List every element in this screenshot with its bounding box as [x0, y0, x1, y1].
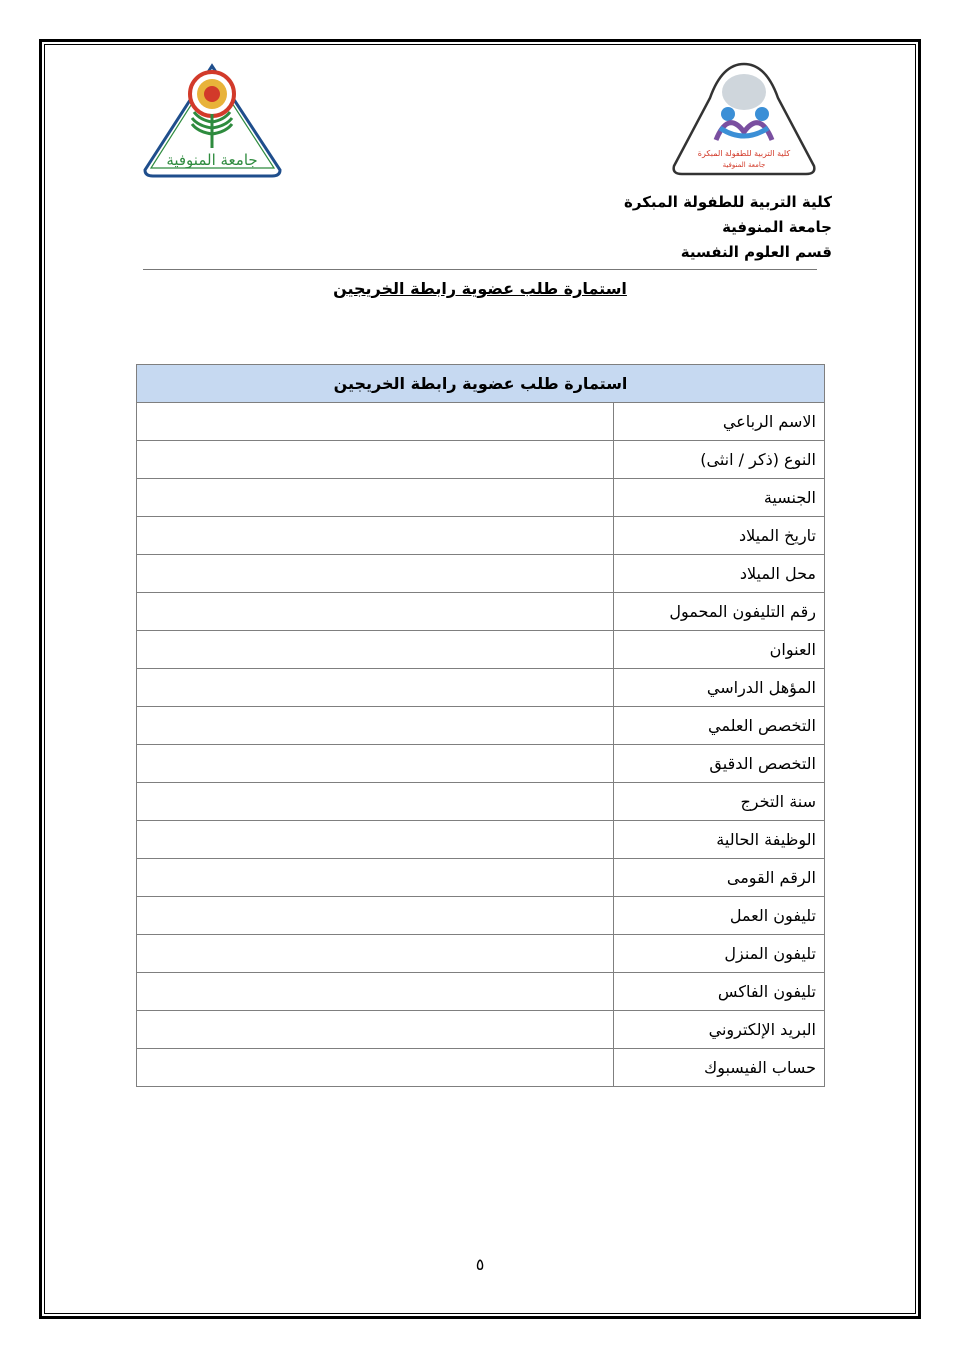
table-row — [137, 555, 825, 593]
table-row — [137, 707, 825, 745]
field-value-cell[interactable] — [137, 555, 614, 593]
field-value-cell[interactable] — [137, 403, 614, 441]
field-value-cell[interactable] — [137, 479, 614, 517]
page-number: ٥ — [475, 1255, 485, 1274]
field-value-cell[interactable] — [137, 707, 614, 745]
field-value-cell[interactable] — [137, 517, 614, 555]
left-logo-text: جامعة المنوفية — [166, 151, 258, 169]
table-row — [137, 517, 825, 555]
field-label: حساب الفيسبوك — [614, 1049, 825, 1087]
field-value-cell[interactable] — [137, 935, 614, 973]
field-value-cell[interactable] — [137, 631, 614, 669]
table-row — [137, 745, 825, 783]
field-label: النوع (ذكر / انثى) — [614, 441, 825, 479]
field-label: البريد الإلكتروني — [614, 1011, 825, 1049]
right-logo-text-line2: جامعة المنوفية — [722, 161, 766, 169]
field-label: العنوان — [614, 631, 825, 669]
field-label: سنة التخرج — [614, 783, 825, 821]
field-value-cell[interactable] — [137, 1049, 614, 1087]
table-header-row — [137, 365, 825, 403]
table-row — [137, 669, 825, 707]
field-label: تليفون المنزل — [614, 935, 825, 973]
field-value-cell[interactable] — [137, 897, 614, 935]
table-row — [137, 403, 825, 441]
field-value-cell[interactable] — [137, 745, 614, 783]
field-value-cell[interactable] — [137, 441, 614, 479]
field-label: التخصص الدقيق — [614, 745, 825, 783]
university-name: جامعة المنوفية — [722, 218, 832, 236]
form-rows — [137, 403, 825, 1087]
field-label: الجنسية — [614, 479, 825, 517]
field-value-cell[interactable] — [137, 859, 614, 897]
table-row — [137, 859, 825, 897]
table-row — [137, 1049, 825, 1087]
department-name: قسم العلوم النفسية — [680, 243, 832, 261]
field-value-cell[interactable] — [137, 973, 614, 1011]
field-label: رقم التليفون المحمول — [614, 593, 825, 631]
table-row — [137, 973, 825, 1011]
field-value-cell[interactable] — [137, 669, 614, 707]
field-label: الاسم الرباعي — [614, 403, 825, 441]
field-label: المؤهل الدراسي — [614, 669, 825, 707]
table-row — [137, 783, 825, 821]
field-label: تاريخ الميلاد — [614, 517, 825, 555]
table-heading: استمارة طلب عضوية رابطة الخريجين — [137, 365, 825, 403]
table-row — [137, 593, 825, 631]
field-label: التخصص العلمي — [614, 707, 825, 745]
field-label: الرقم القومى — [614, 859, 825, 897]
menoufia-university-logo — [140, 62, 285, 180]
table-row — [137, 441, 825, 479]
table-row — [137, 631, 825, 669]
institution-header — [624, 190, 832, 265]
field-label: تليفون الفاكس — [614, 973, 825, 1011]
table-row — [137, 897, 825, 935]
field-label: محل الميلاد — [614, 555, 825, 593]
field-value-cell[interactable] — [137, 593, 614, 631]
faculty-logo — [670, 58, 818, 182]
table-row — [137, 1011, 825, 1049]
right-logo-text-line1: كلية التربية للطفولة المبكرة — [697, 149, 791, 158]
page-title: استمارة طلب عضوية رابطة الخريجين — [333, 279, 627, 298]
table-row — [137, 821, 825, 859]
header-divider — [143, 269, 817, 270]
faculty-name: كلية التربية للطفولة المبكرة — [624, 193, 832, 211]
table-row — [137, 935, 825, 973]
field-value-cell[interactable] — [137, 821, 614, 859]
field-label: الوظيفة الحالية — [614, 821, 825, 859]
table-row — [137, 479, 825, 517]
field-value-cell[interactable] — [137, 1011, 614, 1049]
field-value-cell[interactable] — [137, 783, 614, 821]
field-label: تليفون العمل — [614, 897, 825, 935]
membership-form-table — [136, 364, 825, 1087]
